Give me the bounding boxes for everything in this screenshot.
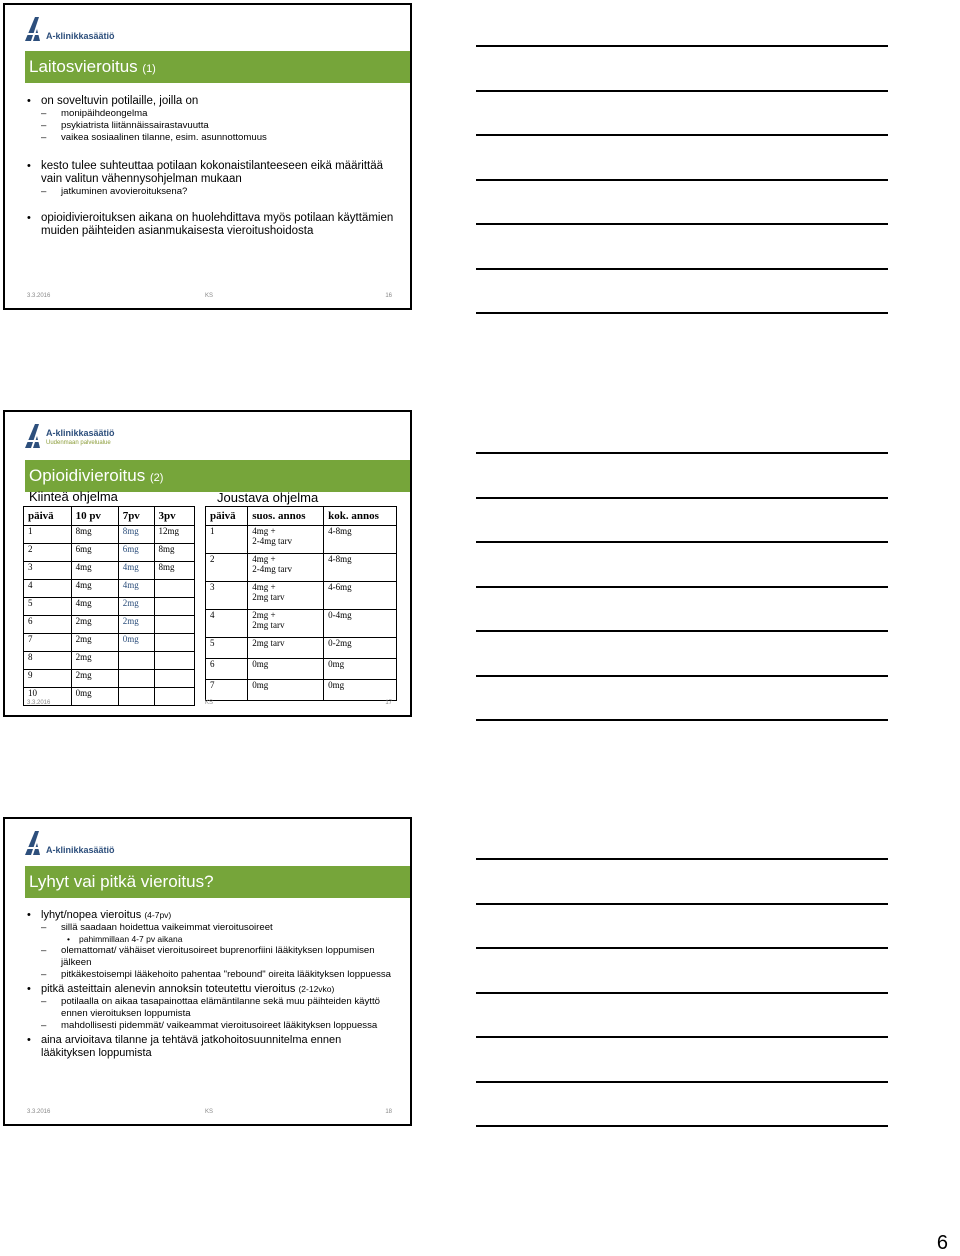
right-table-heading: Joustava ohjelma xyxy=(217,490,319,505)
note-line xyxy=(476,179,888,181)
note-line xyxy=(476,223,888,225)
cell-line: 4-8mg xyxy=(328,526,352,536)
table-cell: 8mg xyxy=(71,526,118,544)
left-table-heading: Kiinteä ohjelma xyxy=(29,489,118,504)
bullet: • pitkä asteittain alenevin annoksin toteutettu vieroitus (2-12vko) xyxy=(27,983,396,996)
table-cell xyxy=(206,610,248,638)
cell-line: 4mg + xyxy=(252,526,276,536)
slide-footer xyxy=(27,700,392,710)
table-row xyxy=(24,544,195,562)
table-cell: 8mg xyxy=(154,544,195,562)
note-line xyxy=(476,675,888,677)
footer-date: 3.3.2016 xyxy=(27,700,51,706)
note-line xyxy=(476,497,888,499)
table-header: 7pv xyxy=(118,507,154,526)
table-cell xyxy=(324,582,397,610)
cell-line: 3 xyxy=(210,582,215,592)
bullet: • lyhyt/nopea vieroitus (4-7pv) xyxy=(27,909,396,922)
table-header: 10 pv xyxy=(71,507,118,526)
table-row xyxy=(24,562,195,580)
table-cell xyxy=(154,634,195,652)
sub-bullet: – olemattomat/ vähäiset vieroitusoireet buprenorfiini lääkityksen loppumisen jälkeen xyxy=(27,945,396,969)
slide-16 xyxy=(3,3,412,310)
table-cell xyxy=(154,580,195,598)
note-line xyxy=(476,992,888,994)
table-header: kok. annos xyxy=(324,507,397,526)
logo-text: A-klinikkasäätiö xyxy=(46,31,115,41)
cell-line: 0-2mg xyxy=(328,638,352,648)
page-number: 6 xyxy=(936,1232,948,1254)
table-cell xyxy=(248,680,324,701)
table-cell xyxy=(206,680,248,701)
table-cell xyxy=(248,638,324,659)
table-cell xyxy=(154,616,195,634)
table-cell: 2mg xyxy=(71,634,118,652)
table-cell xyxy=(324,680,397,701)
note-line xyxy=(476,312,888,314)
table-cell xyxy=(248,582,324,610)
cell-line: 4-6mg xyxy=(328,582,352,592)
cell-line: 2mg tarv xyxy=(252,592,285,602)
table-row xyxy=(24,526,195,544)
table-header: 3pv xyxy=(154,507,195,526)
table-cell: 10 xyxy=(24,688,72,706)
bullet: • opioidivieroituksen aikana on huolehdittava myös potilaan käyttämien muiden päihteiden asianmukaisesta vieroitushoidosta xyxy=(27,212,396,238)
table-cell xyxy=(154,652,195,670)
sub-bullet: – sillä saadaan hoidettua vaikeimmat vieroitusoireet xyxy=(27,922,396,934)
footer-author: KS xyxy=(205,1109,214,1115)
logo-text: A-klinikkasäätiö Uudenmaan palvelualue xyxy=(46,428,115,446)
table-cell xyxy=(154,670,195,688)
note-line xyxy=(476,586,888,588)
flexible-program-table xyxy=(205,506,397,701)
cell-line: 5 xyxy=(210,638,215,648)
table-cell: 2mg xyxy=(71,652,118,670)
note-line xyxy=(476,541,888,543)
table-cell xyxy=(206,659,248,680)
table-row xyxy=(206,638,397,659)
sub-bullet: – monipäihdeongelma xyxy=(27,108,396,120)
sub-bullet: – potilaalla on aikaa tasapainottaa elämäntilanne sekä muu päihteiden käyttö ennen vieroituksen loppumista xyxy=(27,996,396,1020)
slide-content xyxy=(27,95,396,238)
cell-line: 0mg xyxy=(252,659,269,669)
logo-icon xyxy=(25,831,45,855)
cell-line: 1 xyxy=(210,526,215,536)
table-cell: 3 xyxy=(24,562,72,580)
table-cell xyxy=(248,526,324,554)
table-cell xyxy=(324,526,397,554)
note-line xyxy=(476,630,888,632)
slide-18 xyxy=(3,817,412,1126)
note-line xyxy=(476,268,888,270)
bullet: • kesto tulee suhteuttaa potilaan kokonaistilanteeseen eikä määrittää vain valitun vähennysohjelman mukaan xyxy=(27,160,396,186)
note-line xyxy=(476,134,888,136)
table-cell xyxy=(206,554,248,582)
table-cell: 1 xyxy=(24,526,72,544)
note-line xyxy=(476,947,888,949)
note-line xyxy=(476,858,888,860)
table-cell: 9 xyxy=(24,670,72,688)
bullet: • on soveltuvin potilaille, joilla on xyxy=(27,95,396,108)
cell-line: 4-8mg xyxy=(328,554,352,564)
logo-icon xyxy=(25,17,45,41)
table-cell: 4 xyxy=(24,580,72,598)
footer-author: KS xyxy=(205,293,214,299)
table-cell: 12mg xyxy=(154,526,195,544)
table-cell: 4mg xyxy=(118,580,154,598)
logo-icon xyxy=(25,424,45,448)
cell-line: 0-4mg xyxy=(328,610,352,620)
table-cell xyxy=(206,638,248,659)
footer-author: KS xyxy=(205,700,214,706)
cell-line: 2mg tarv xyxy=(252,638,285,648)
cell-line: 0mg xyxy=(328,659,345,669)
table-row xyxy=(24,652,195,670)
table-cell xyxy=(206,526,248,554)
table-cell xyxy=(248,610,324,638)
cell-line: 2mg tarv xyxy=(252,620,285,630)
table-cell xyxy=(118,670,154,688)
table-cell xyxy=(324,659,397,680)
table-cell: 0mg xyxy=(71,688,118,706)
sub-bullet: – pitkäkestoisempi lääkehoito pahentaa "rebound" oireita lääkityksen loppuessa xyxy=(27,969,396,981)
cell-line: 4mg + xyxy=(252,554,276,564)
note-line xyxy=(476,45,888,47)
slide-title: Laitosvieroitus (1) xyxy=(25,51,410,83)
cell-line: 0mg xyxy=(328,680,345,690)
cell-line: 4 xyxy=(210,610,215,620)
table-cell: 2mg xyxy=(118,616,154,634)
fixed-program-table xyxy=(23,506,195,706)
table-cell: 4mg xyxy=(71,598,118,616)
footer-page: 16 xyxy=(385,293,392,299)
table-cell: 8mg xyxy=(154,562,195,580)
table-cell: 8 xyxy=(24,652,72,670)
cell-line: 0mg xyxy=(252,680,269,690)
cell-line: 2 xyxy=(210,554,215,564)
table-cell xyxy=(324,638,397,659)
table-row xyxy=(206,680,397,701)
table-row xyxy=(206,659,397,680)
slide-footer xyxy=(27,293,392,303)
table-row xyxy=(24,670,195,688)
slide-title: Opioidivieroitus (2) xyxy=(25,460,410,492)
table-cell: 0mg xyxy=(118,634,154,652)
sub-bullet: – mahdollisesti pidemmät/ vaikeammat vieroitusoireet lääkityksen loppuessa xyxy=(27,1020,396,1032)
table-cell: 2mg xyxy=(71,670,118,688)
table-cell xyxy=(206,582,248,610)
note-line xyxy=(476,452,888,454)
table-cell xyxy=(324,610,397,638)
footer-date: 3.3.2016 xyxy=(27,293,51,299)
table-cell xyxy=(118,652,154,670)
table-cell: 2mg xyxy=(71,616,118,634)
note-line xyxy=(476,719,888,721)
table-cell: 4mg xyxy=(118,562,154,580)
table-cell: 7 xyxy=(24,634,72,652)
cell-line: 2mg + xyxy=(252,610,276,620)
table-row xyxy=(24,634,195,652)
cell-line: 2-4mg tarv xyxy=(252,536,293,546)
table-row xyxy=(24,616,195,634)
table-row xyxy=(206,526,397,554)
logo xyxy=(25,827,115,855)
table-row xyxy=(206,610,397,638)
table-header: päivä xyxy=(24,507,72,526)
note-line xyxy=(476,90,888,92)
sub-bullet: – psykiatrista liitännäissairastavuutta xyxy=(27,120,396,132)
table-row xyxy=(24,580,195,598)
table-row xyxy=(206,582,397,610)
note-line xyxy=(476,903,888,905)
table-cell xyxy=(248,554,324,582)
sub-bullet: – jatkuminen avovieroituksena? xyxy=(27,186,396,198)
table-cell: 8mg xyxy=(118,526,154,544)
table-cell: 6mg xyxy=(71,544,118,562)
table-cell: 2 xyxy=(24,544,72,562)
logo-subtitle: Uudenmaan palvelualue xyxy=(46,440,111,446)
table-cell xyxy=(248,659,324,680)
table-cell: 2mg xyxy=(118,598,154,616)
table-cell xyxy=(324,554,397,582)
logo xyxy=(25,13,115,41)
cell-line: 2-4mg tarv xyxy=(252,564,293,574)
note-line xyxy=(476,1081,888,1083)
table-cell xyxy=(154,598,195,616)
slide-title: Lyhyt vai pitkä vieroitus? xyxy=(25,866,410,898)
sub-bullet: – vaikea sosiaalinen tilanne, esim. asunnottomuus xyxy=(27,132,396,144)
slide-content xyxy=(27,909,396,1060)
table-cell: 4mg xyxy=(71,580,118,598)
cell-line: 6 xyxy=(210,659,215,669)
cell-line: 7 xyxy=(210,680,215,690)
footer-page: 17 xyxy=(385,700,392,706)
table-row xyxy=(206,554,397,582)
slide-footer xyxy=(27,1109,392,1119)
table-header: päivä xyxy=(206,507,248,526)
note-line xyxy=(476,1036,888,1038)
logo-text: A-klinikkasäätiö xyxy=(46,845,115,855)
table-cell: 4mg xyxy=(71,562,118,580)
table-cell: 6 xyxy=(24,616,72,634)
table-cell: 5 xyxy=(24,598,72,616)
bullet: • aina arvioitava tilanne ja tehtävä jatkohoitosuunnitelma ennen lääkityksen loppumista xyxy=(27,1034,396,1060)
note-line xyxy=(476,1125,888,1127)
table-header: suos. annos xyxy=(248,507,324,526)
cell-line: 4mg + xyxy=(252,582,276,592)
table-row xyxy=(24,598,195,616)
footer-page: 18 xyxy=(385,1109,392,1115)
sub-sub-bullet: • pahimmillaan 4-7 pv aikana xyxy=(27,934,396,945)
slide-17 xyxy=(3,410,412,717)
logo xyxy=(25,420,115,448)
footer-date: 3.3.2016 xyxy=(27,1109,51,1115)
table-cell: 6mg xyxy=(118,544,154,562)
